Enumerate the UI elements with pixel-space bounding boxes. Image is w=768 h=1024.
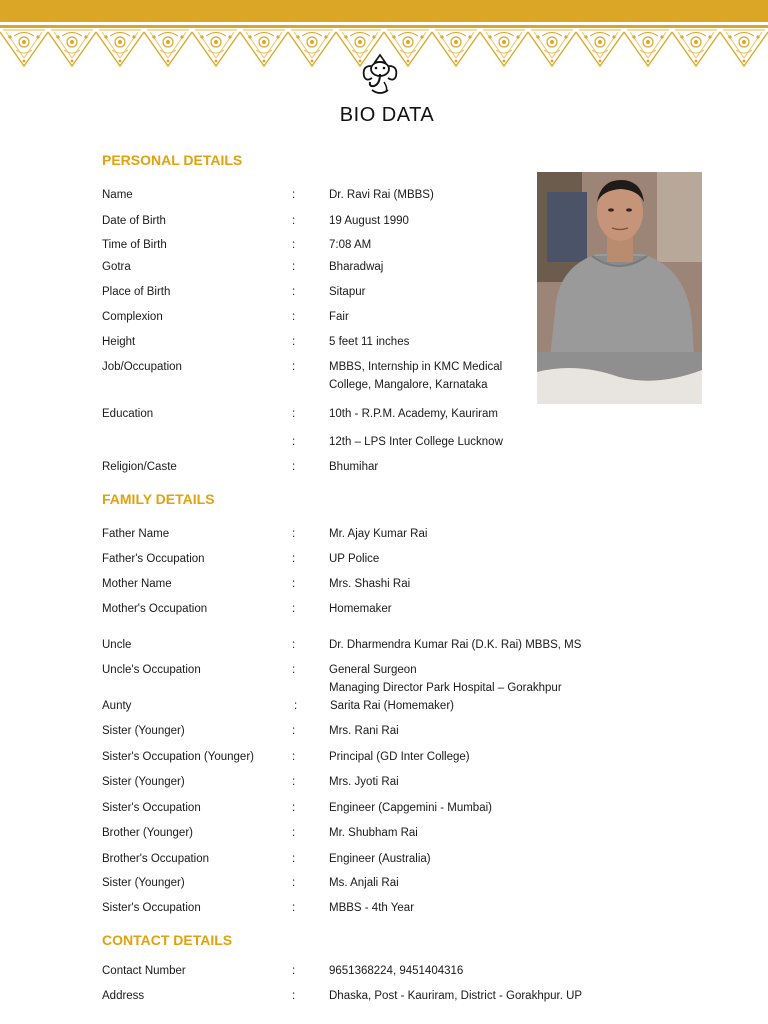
detail-label: Father's Occupation <box>102 553 205 565</box>
detail-separator: : <box>292 189 296 201</box>
detail-value: 9651368224, 9451404316 <box>329 965 464 977</box>
detail-label: Job/Occupation <box>102 361 182 373</box>
detail-label: Father Name <box>102 528 170 540</box>
detail-value: Mr. Ajay Kumar Rai <box>329 528 428 540</box>
detail-value: Sarita Rai (Homemaker) <box>330 700 454 712</box>
family-details-heading: FAMILY DETAILS <box>102 491 215 507</box>
profile-photo <box>537 172 702 404</box>
detail-label: Brother's Occupation <box>102 853 210 865</box>
detail-label: Time of Birth <box>102 239 167 251</box>
detail-separator: : <box>292 408 296 420</box>
detail-value: Dr. Dharmendra Kumar Rai (D.K. Rai) MBBS, MS <box>329 639 582 651</box>
detail-separator: : <box>292 751 296 763</box>
header-band <box>0 0 768 22</box>
detail-value: 12th – LPS Inter College Lucknow <box>329 436 503 448</box>
detail-value: Dr. Ravi Rai (MBBS) <box>329 189 434 201</box>
detail-separator: : <box>292 286 296 298</box>
detail-value: Principal (GD Inter College) <box>329 751 470 763</box>
detail-label: Place of Birth <box>102 286 171 298</box>
detail-separator: : <box>292 361 296 373</box>
detail-value: Bharadwaj <box>329 261 384 273</box>
detail-value: Ms. Anjali Rai <box>329 877 399 889</box>
detail-value: MBBS, Internship in KMC Medical <box>329 361 503 373</box>
detail-separator: : <box>292 853 296 865</box>
detail-label: Address <box>102 990 145 1002</box>
detail-value: 10th - R.P.M. Academy, Kauriram <box>329 408 498 420</box>
detail-value: Mrs. Rani Rai <box>329 725 399 737</box>
detail-label: Gotra <box>102 261 131 273</box>
detail-value: Fair <box>329 311 349 323</box>
detail-value-continued: Managing Director Park Hospital – Gorakhpur <box>329 682 562 694</box>
ganesha-icon <box>358 52 402 98</box>
detail-value: Mr. Shubham Rai <box>329 827 418 839</box>
detail-separator: : <box>292 639 296 651</box>
detail-separator: : <box>292 877 296 889</box>
detail-label: Date of Birth <box>102 215 166 227</box>
detail-label: Name <box>102 189 133 201</box>
detail-label: Sister (Younger) <box>102 776 185 788</box>
detail-separator: : <box>292 827 296 839</box>
detail-separator: : <box>292 311 296 323</box>
detail-value: UP Police <box>329 553 380 565</box>
detail-label: Mother Name <box>102 578 172 590</box>
detail-separator: : <box>292 239 296 251</box>
detail-separator: : <box>292 965 296 977</box>
detail-value: Sitapur <box>329 286 366 298</box>
detail-separator: : <box>292 578 296 590</box>
detail-label: Complexion <box>102 311 163 323</box>
detail-label: Uncle's Occupation <box>102 664 201 676</box>
detail-value: MBBS - 4th Year <box>329 902 415 914</box>
detail-label: Sister's Occupation (Younger) <box>102 751 254 763</box>
detail-label: Aunty <box>102 700 132 712</box>
detail-value: Mrs. Shashi Rai <box>329 578 411 590</box>
detail-label: Contact Number <box>102 965 186 977</box>
detail-separator: : <box>292 725 296 737</box>
detail-value: Engineer (Capgemini - Mumbai) <box>329 802 492 814</box>
detail-separator: : <box>292 802 296 814</box>
detail-value: Dhaska, Post - Kauriram, District - Gorakhpur. UP <box>329 990 583 1002</box>
detail-separator: : <box>292 664 296 676</box>
detail-separator: : <box>292 436 296 448</box>
page-title: BIO DATA <box>339 104 435 126</box>
detail-separator: : <box>292 776 296 788</box>
detail-separator: : <box>292 528 296 540</box>
detail-label: Sister (Younger) <box>102 725 185 737</box>
detail-separator: : <box>292 461 296 473</box>
detail-label: Education <box>102 408 154 420</box>
detail-value: 5 feet 11 inches <box>329 336 410 348</box>
detail-value: General Surgeon <box>329 664 417 676</box>
detail-separator: : <box>292 215 296 227</box>
detail-separator: : <box>292 990 296 1002</box>
detail-value-continued: College, Mangalore, Karnataka <box>329 379 488 391</box>
detail-separator: : <box>292 603 296 615</box>
detail-label: Sister (Younger) <box>102 877 185 889</box>
detail-separator: : <box>292 261 296 273</box>
detail-label: Brother (Younger) <box>102 827 193 839</box>
detail-value: 7:08 AM <box>329 239 372 251</box>
detail-label: Height <box>102 336 136 348</box>
detail-separator: : <box>292 902 296 914</box>
detail-value: 19 August 1990 <box>329 215 409 227</box>
detail-label: Sister's Occupation <box>102 902 201 914</box>
detail-label: Religion/Caste <box>102 461 177 473</box>
contact-details-heading: CONTACT DETAILS <box>102 932 233 948</box>
detail-separator: : <box>294 700 298 712</box>
detail-label: Mother's Occupation <box>102 603 208 615</box>
detail-separator: : <box>292 553 296 565</box>
detail-value: Engineer (Australia) <box>329 853 431 865</box>
detail-value: Homemaker <box>329 603 392 615</box>
detail-value: Mrs. Jyoti Rai <box>329 776 399 788</box>
personal-details-heading: PERSONAL DETAILS <box>102 152 243 168</box>
detail-label: Uncle <box>102 639 132 651</box>
detail-value: Bhumihar <box>329 461 379 473</box>
detail-label: Sister's Occupation <box>102 802 201 814</box>
detail-separator: : <box>292 336 296 348</box>
